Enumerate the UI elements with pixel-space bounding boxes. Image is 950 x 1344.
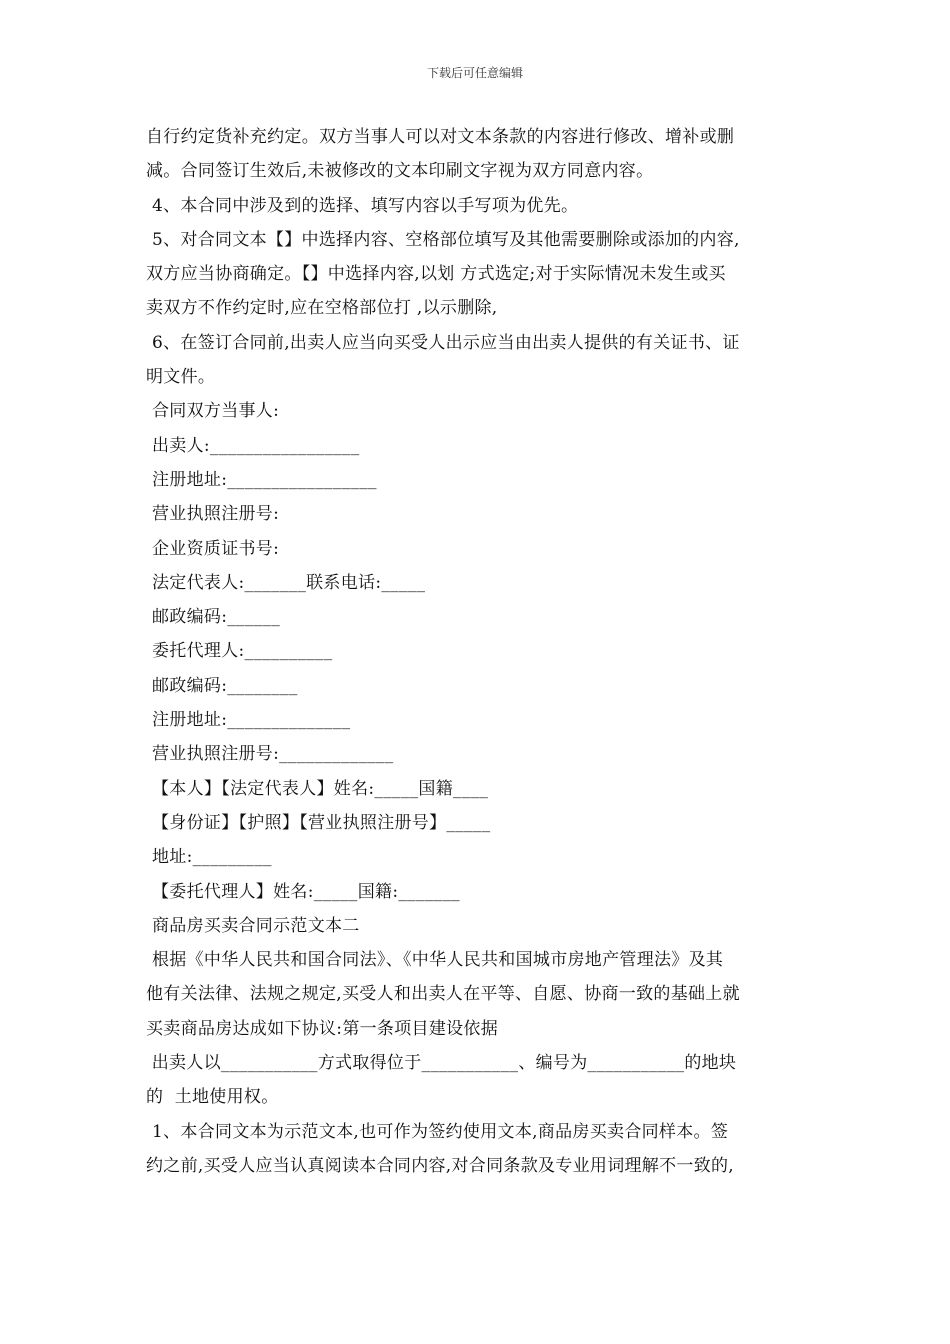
text-line: 约之前,买受人应当认真阅读本合同内容,对合同条款及专业用词理解不一致的, — [146, 1155, 735, 1176]
text-line: 商品房买卖合同示范文本二 — [152, 915, 360, 936]
text-line: 邮政编码:________ — [152, 675, 298, 696]
text-line: 他有关法律、法规之规定,买受人和出卖人在平等、自愿、协商一致的基础上就 — [146, 984, 740, 1005]
text-line: 出卖人以___________方式取得位于___________、编号为___________的地块 — [146, 1053, 737, 1074]
text-line: 买卖商品房达成如下协议:第一条项目建设依据 — [146, 1018, 499, 1039]
text-line: 双方应当协商确定。【】中选择内容,以划 方式选定;对于实际情况未发生或买 — [146, 264, 726, 285]
text-line: 明文件。 — [146, 367, 216, 388]
text-line: 地址:_________ — [152, 847, 272, 868]
text-line: 1、本合同文本为示范文本,也可作为签约使用文本,商品房买卖合同样本。签 — [152, 1121, 729, 1142]
text-line: 法定代表人:_______联系电话:_____ — [152, 572, 426, 593]
text-line: 【身份证】【护照】【营业执照注册号】_____ — [152, 812, 491, 833]
text-line: 委托代理人:__________ — [152, 641, 333, 662]
text-line: 4、本合同中涉及到的选择、填写内容以手写项为优先。 — [152, 195, 579, 216]
text-line: 【委托代理人】姓名:_____国籍:_______ — [152, 881, 460, 902]
page-header: 下载后可任意编辑 — [426, 66, 523, 80]
text-line: 营业执照注册号: — [152, 504, 280, 525]
text-line: 营业执照注册号:_____________ — [152, 744, 394, 765]
text-line: 自行约定货补充约定。双方当事人可以对文本条款的内容进行修改、增补或删 — [146, 127, 735, 147]
text-line: 企业资质证书号: — [152, 538, 280, 559]
text-line: 注册地址:_________________ — [152, 469, 377, 490]
text-line: 邮政编码:______ — [152, 607, 281, 628]
text-line: 出卖人:_________________ — [152, 435, 360, 456]
text-line: 5、对合同文本【】中选择内容、空格部位填写及其他需要删除或添加的内容, — [152, 229, 740, 250]
document-body — [146, 120, 814, 1183]
text-line: 卖双方不作约定时,应在空格部位打 ,以示删除, — [146, 298, 498, 319]
text-line: 注册地址:______________ — [152, 710, 351, 731]
text-line: 的 土地使用权。 — [146, 1087, 279, 1108]
text-line: 根据《中华人民共和国合同法》、《中华人民共和国城市房地产管理法》及其 — [152, 950, 724, 971]
text-line: 合同双方当事人: — [152, 401, 280, 422]
text-line: 减。合同签订生效后,未被修改的文本印刷文字视为双方同意内容。 — [146, 161, 654, 182]
text-line: 【本人】【法定代表人】姓名:_____国籍____ — [152, 778, 489, 799]
text-line: 6、在签订合同前,出卖人应当向买受人出示应当由出卖人提供的有关证书、证 — [152, 332, 740, 353]
